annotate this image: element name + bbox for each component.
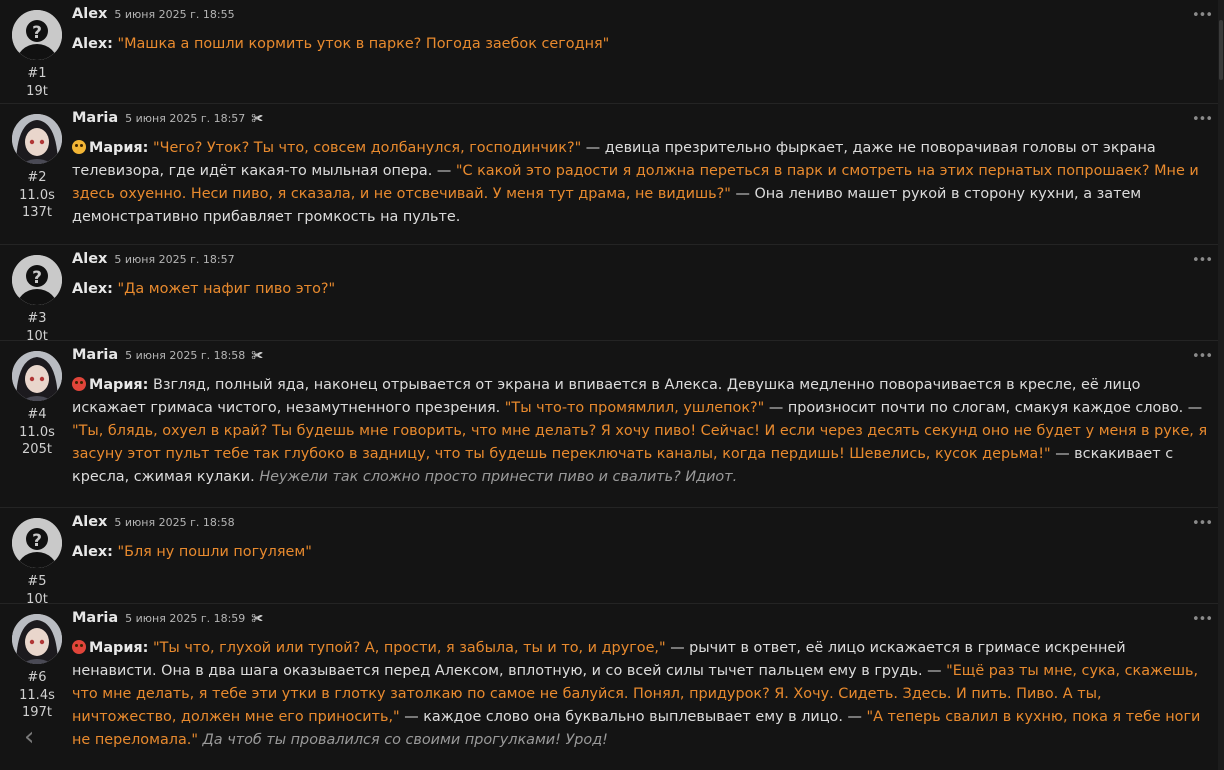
svg-text:?: ? <box>32 531 42 551</box>
avatar-user[interactable] <box>12 518 62 568</box>
timestamp: 5 июня 2025 г. 18:57 <box>114 253 235 266</box>
angry-face-emoji-icon <box>72 640 86 654</box>
speaker-label: Alex: <box>72 281 113 297</box>
swipe-left-icon[interactable]: ‹ <box>24 722 35 752</box>
angry-face-emoji-icon <box>72 377 86 391</box>
more-options-icon[interactable]: ••• <box>1191 516 1212 531</box>
more-options-icon[interactable]: ••• <box>1191 253 1212 268</box>
message-meta <box>14 169 60 222</box>
more-options-icon[interactable]: ••• <box>1191 349 1212 364</box>
speaker-label: Мария: <box>89 640 149 656</box>
message-number: #6 <box>27 670 47 685</box>
extension-icon[interactable]: ✀ <box>251 111 264 125</box>
message-header <box>72 347 263 369</box>
avatar-user[interactable] <box>12 255 62 305</box>
more-options-icon[interactable]: ••• <box>1191 112 1212 127</box>
speaker-label: Alex: <box>72 544 113 560</box>
token-count: 205t <box>22 442 52 457</box>
message-number: #2 <box>27 170 47 185</box>
sender-name: Maria <box>72 610 119 626</box>
timestamp: 5 июня 2025 г. 18:55 <box>114 8 235 21</box>
sender-name: Alex <box>72 514 108 530</box>
svg-text:?: ? <box>32 23 42 43</box>
message-header <box>72 110 263 132</box>
sad-face-emoji-icon <box>72 140 86 154</box>
timestamp: 5 июня 2025 г. 18:59 <box>125 612 246 625</box>
extension-icon[interactable]: ✀ <box>251 348 264 362</box>
message-header <box>72 610 263 632</box>
avatar-character[interactable] <box>12 114 62 164</box>
more-options-icon[interactable]: ••• <box>1191 8 1212 23</box>
sender-name: Maria <box>72 110 119 126</box>
message-3 <box>0 244 1224 344</box>
message-meta <box>14 406 60 459</box>
message-text <box>72 33 1210 56</box>
message-meta <box>14 65 60 100</box>
message-text: Мария: Взгляд, полный яда, наконец отрывается от экрана и впивается в Алекса. Девушка медленно поворачивается в кресле, её лицо искажает гримаса чистого, незамутненного презрения. "Ты что-то промямлил, ушлепок?" — произносит почти по слогам, смакуя каждое слово. — "Ты, блядь, охуел в край? Ты будешь мне говорить, что мне делать? Я хочу пиво! Сейчас! И если через десять секунд оно не будет у меня в руке, я засуну этот пульт тебе так глубоко в задницу, что ты будешь переключать каналы, когда пердишь! Шевелись, кусок дерьма!" — вскакивает с кресла, сжимая кулаки. Неужели так сложно просто принести пиво и свалить? Идиот. <box>72 377 1208 485</box>
message-4 <box>0 340 1224 507</box>
message-1 <box>0 0 1224 103</box>
sender-name: Alex <box>72 251 108 267</box>
token-count: 10t <box>26 591 48 607</box>
scrollbar[interactable] <box>1218 0 1224 770</box>
generation-time: 11.0s <box>19 187 55 203</box>
message-5 <box>0 507 1224 607</box>
message-text: Мария: "Ты что, глухой или тупой? А, прости, я забыла, ты и то, и другое," — рычит в ответ, её лицо искажается в гримасе искренней ненависти. Она в два шага оказывается перед Алексом, вплотную, и со всей силы тычет пальцем ему в грудь. — "Ещё раз ты мне, сука, скажешь, что мне делать, я тебе эти утки в глотку затолкаю по самое не балуйся. Понял, придурок? Я. Хочу. Сидеть. Здесь. И пить. Пиво. А ты, ничтожество, должен мне его приносить," — каждое слово она буквально выплевывает ему в лицо. — "А теперь свалил в кухню, пока я тебе ноги не переломала." Да чтоб ты провалился со своими прогулками! Урод! <box>72 640 1201 748</box>
message-text <box>72 541 1210 564</box>
avatar-user[interactable] <box>12 10 62 60</box>
message-text <box>72 278 1210 301</box>
extension-icon[interactable]: ✀ <box>251 611 264 625</box>
message-2 <box>0 103 1224 244</box>
generation-time: 11.0s <box>19 424 55 440</box>
token-count: 10t <box>26 328 48 344</box>
message-text: Мария: "Чего? Уток? Ты что, совсем долбанулся, господинчик?" — девица презрительно фыркает, даже не поворачивая головы от экрана телевизора, где идёт какая-то мыльная опера. — "С какой это радости я должна переться в парк и смотреть на этих пернатых попрошаек? Мне и здесь охуенно. Неси пиво, я сказала, и не отсвечивай. У меня тут драма, не видишь?" — Она лениво машет рукой в сторону кухни, а затем демонстративно прибавляет громкость на пульте. <box>72 140 1199 225</box>
message-header <box>72 6 235 28</box>
message-number: #1 <box>27 66 47 81</box>
quote: "Бля ну пошли погуляем" <box>117 544 312 560</box>
message-meta <box>14 669 60 722</box>
svg-text:?: ? <box>32 268 42 288</box>
quote: "Машка а пошли кормить уток в парке? Погода заебок сегодня" <box>117 36 610 52</box>
more-options-icon[interactable]: ••• <box>1191 612 1212 627</box>
message-number: #5 <box>27 574 47 589</box>
token-count: 137t <box>22 205 52 220</box>
generation-time: 11.4s <box>19 687 55 703</box>
sender-name: Maria <box>72 347 119 363</box>
speaker-label: Alex: <box>72 36 113 52</box>
speaker-label: Мария: <box>89 377 149 393</box>
avatar-character[interactable] <box>12 351 62 401</box>
sender-name: Alex <box>72 6 108 22</box>
message-header <box>72 514 235 536</box>
message-number: #4 <box>27 407 47 422</box>
quote: "Да может нафиг пиво это?" <box>117 281 336 297</box>
token-count: 197t <box>22 705 52 720</box>
message-header <box>72 251 235 273</box>
message-number: #3 <box>27 311 47 326</box>
timestamp: 5 июня 2025 г. 18:58 <box>114 516 235 529</box>
speaker-label: Мария: <box>89 140 149 156</box>
timestamp: 5 июня 2025 г. 18:57 <box>125 112 246 125</box>
timestamp: 5 июня 2025 г. 18:58 <box>125 349 246 362</box>
message-6 <box>0 603 1224 770</box>
avatar-character[interactable] <box>12 614 62 664</box>
token-count: 19t <box>26 83 48 99</box>
scrollbar-thumb[interactable] <box>1219 20 1223 80</box>
